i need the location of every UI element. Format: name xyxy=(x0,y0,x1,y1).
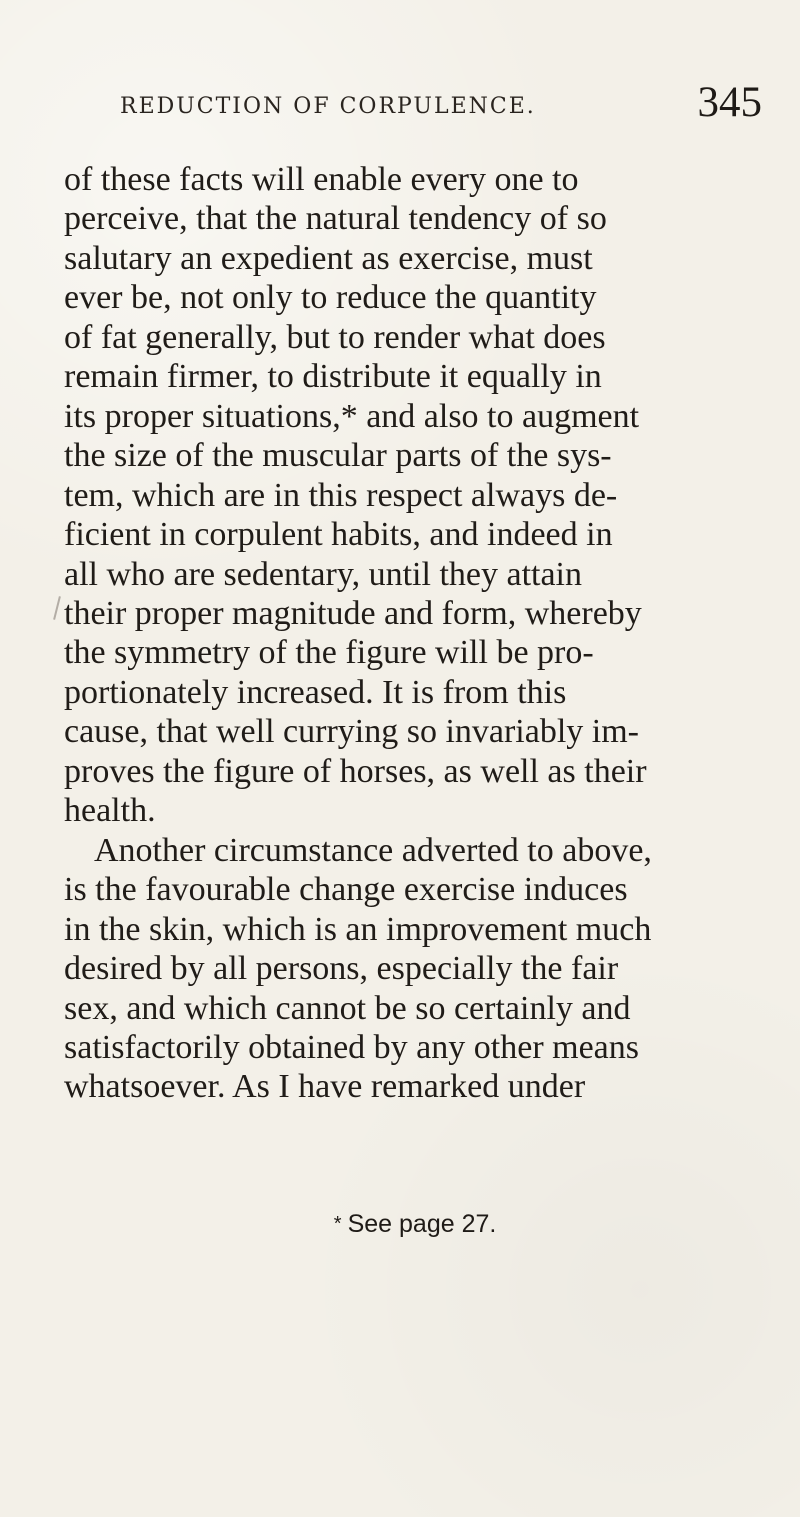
text-line: tem, which are in this respect always de- xyxy=(64,476,618,514)
footnote xyxy=(306,1181,496,1268)
paragraph-start-line: Another circumstance adverted to above, xyxy=(94,831,652,869)
text-line: proves the figure of horses, as well as their xyxy=(64,752,647,790)
page-body xyxy=(64,160,770,1107)
text-line: whatsoever. As I have remarked under xyxy=(64,1068,586,1106)
text-line: portionately increased. It is from this xyxy=(64,673,567,711)
text-line: desired by all persons, especially the fair xyxy=(64,950,619,988)
text-line: salutary an expedient as exercise, must xyxy=(64,239,593,277)
text-line: in the skin, which is an improvement much xyxy=(64,910,652,948)
running-head: REDUCTION OF CORPULENCE. xyxy=(120,94,536,119)
text-line: remain firmer, to distribute it equally in xyxy=(64,358,602,396)
text-line: is the favourable change exercise induces xyxy=(64,871,628,909)
footnote-text: See page 27. xyxy=(347,1210,497,1238)
page-number: 345 xyxy=(697,79,762,126)
text-line: of these facts will enable every one to xyxy=(64,161,579,198)
text-line: all who are sedentary, until they attain xyxy=(64,555,583,593)
text-line: satisfactorily obtained by any other means xyxy=(64,1028,639,1066)
text-line: perceive, that the natural tendency of so xyxy=(64,200,607,238)
text-line: of fat generally, but to render what does xyxy=(64,318,606,356)
margin-mark xyxy=(53,596,61,620)
text-line: its proper situations,* and also to augment xyxy=(64,397,640,435)
text-line: health. xyxy=(64,792,156,830)
page-header xyxy=(120,79,762,150)
text-line: ficient in corpulent habits, and indeed in xyxy=(64,516,613,554)
text-line: the symmetry of the figure will be pro- xyxy=(64,634,594,672)
text-line: their proper magnitude and form, whereby xyxy=(64,594,642,632)
text-line: the size of the muscular parts of the sys- xyxy=(64,437,612,475)
text-line: sex, and which cannot be so certainly and xyxy=(64,989,631,1027)
footnote-marker: * xyxy=(333,1213,342,1235)
text-line: cause, that well currying so invariably im- xyxy=(64,713,639,751)
text-line: ever be, not only to reduce the quantity xyxy=(64,279,597,317)
